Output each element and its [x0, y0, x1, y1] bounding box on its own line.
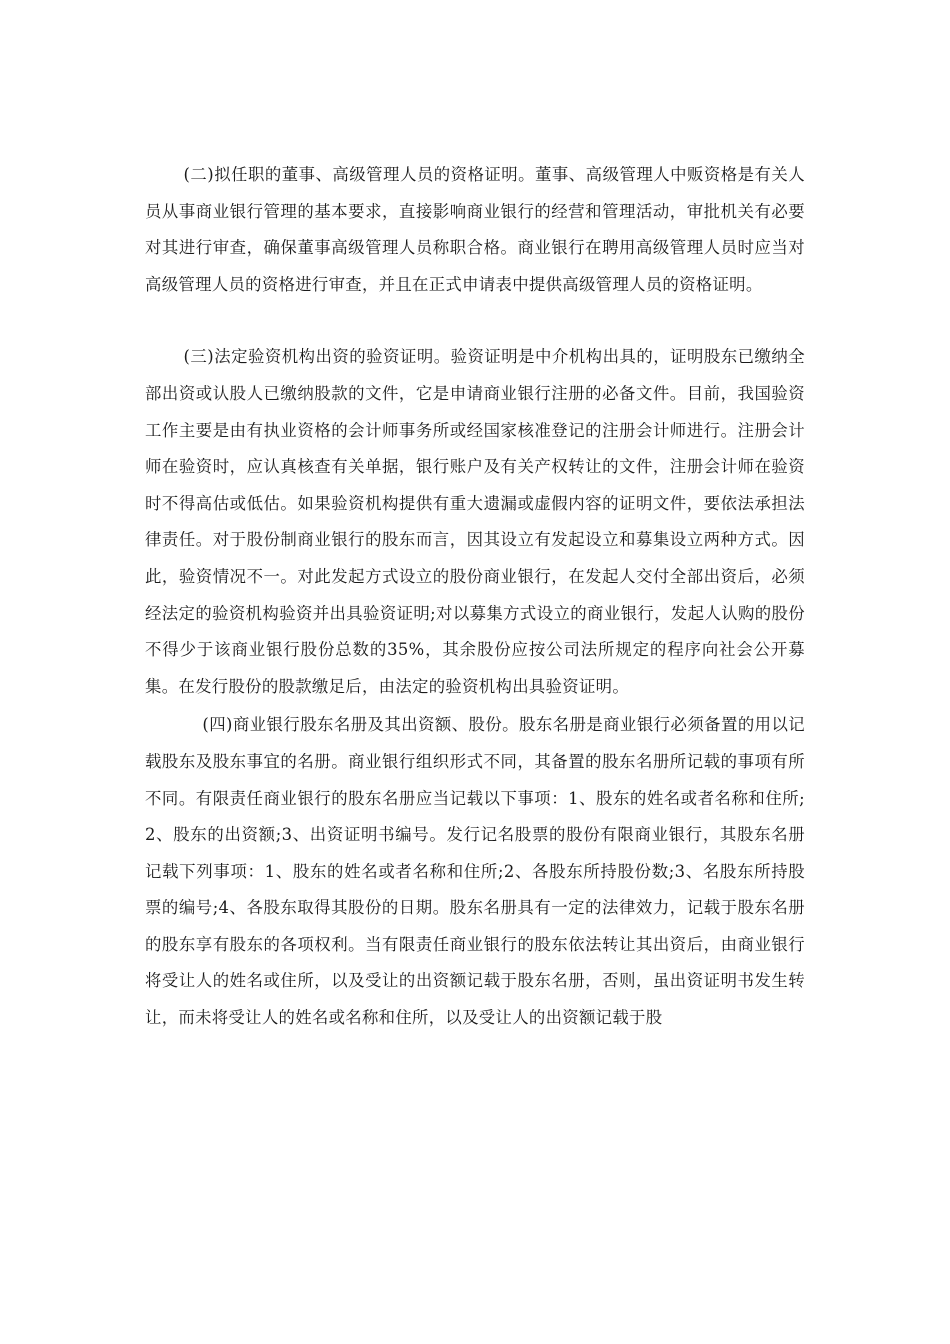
document-body	[145, 157, 805, 1037]
paragraph-capital-verification: (三)法定验资机构出资的验资证明。验资证明是中介机构出具的，证明股东已缴纳全部出资或认股人已缴纳股款的文件，它是申请商业银行注册的必备文件。目前，我国验资工作主要是由有执业资格的会计师事务所或经国家核准登记的注册会计师进行。注册会计师在验资时，应认真核查有关单据，银行账户及有关产权转让的文件，注册会计师在验资时不得高估或低估。如果验资机构提供有重大遗漏或虚假内容的证明文件，要依法承担法律责任。对于股份制商业银行的股东而言，因其设立有发起设立和募集设立两种方式。因此，验资情况不一。对此发起方式设立的股份商业银行，在发起人交付全部出资后，必须经法定的验资机构验资并出具验资证明;对以募集方式设立的商业银行，发起人认购的股份不得少于该商业银行股份总数的35%，其余股份应按公司法所规定的程序向社会公开募集。在发行股份的股款缴足后，由法定的验资机构出具验资证明。	[145, 347, 805, 696]
paragraph-qualification-certificate: (二)拟任职的董事、高级管理人员的资格证明。董事、高级管理人中贩资格是有关人员从事商业银行管理的基本要求，直接影响商业银行的经营和管理活动，审批机关有必要对其进行审查，确保董事高级管理人员称职合格。商业银行在聘用高级管理人员时应当对高级管理人员的资格进行审查，并且在正式申请表中提供高级管理人员的资格证明。	[145, 165, 805, 294]
paragraph-shareholder-register: (四)商业银行股东名册及其出资额、股份。股东名册是商业银行必须备置的用以记载股东及股东事宜的名册。商业银行组织形式不同，其备置的股东名册所记载的事项有所不同。有限责任商业银行的股东名册应当记载以下事项：1、股东的姓名或者名称和住所;2、股东的出资额;3、出资证明书编号。发行记名股票的股份有限商业银行，其股东名册记载下列事项：1、股东的姓名或者名称和住所;2、各股东所持股份数;3、名股东所持股票的编号;4、各股东取得其股份的日期。股东名册具有一定的法律效力，记载于股东名册的股东享有股东的各项权利。当有限责任商业银行的股东依法转让其出资后，由商业银行将受让人的姓名或住所，以及受让的出资额记载于股东名册，否则，虽出资证明书发生转让，而未将受让人的姓名或名称和住所，以及受让人的出资额记载于股	[145, 715, 805, 1028]
